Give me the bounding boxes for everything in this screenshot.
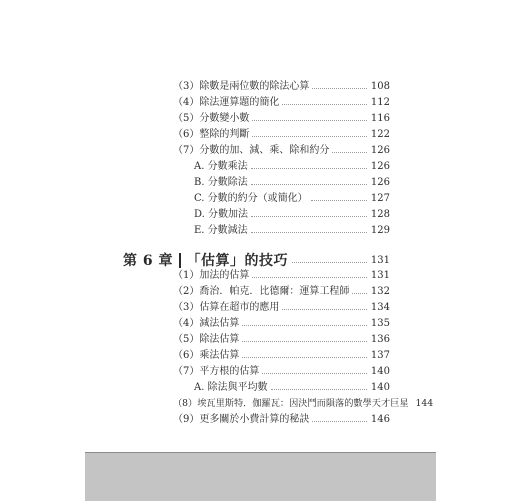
toc-subentry[interactable] xyxy=(194,209,390,221)
toc-subentry[interactable] xyxy=(194,177,390,189)
dot-leader xyxy=(311,200,367,201)
toc-entry-page: 137 xyxy=(370,350,390,361)
toc-entry-page: 146 xyxy=(370,414,390,425)
dot-leader xyxy=(251,232,367,233)
toc-entry-label: （5）除法估算 xyxy=(173,334,240,345)
toc-entry-page: 129 xyxy=(370,225,390,236)
dot-leader xyxy=(251,216,367,217)
dot-leader xyxy=(332,152,367,153)
dot-leader xyxy=(292,262,367,263)
toc-entry[interactable] xyxy=(173,334,390,346)
toc-entry-label: A. 除法與平均數 xyxy=(194,382,268,393)
toc-entry-page: 131 xyxy=(370,270,390,281)
toc-entry[interactable] xyxy=(173,145,390,157)
toc-entry-label: （2）喬治．帕克．比德爾：運算工程師 xyxy=(173,286,350,297)
toc-entry-label: D. 分數加法 xyxy=(194,209,249,220)
toc-entry-label: （3）估算在超市的應用 xyxy=(173,302,280,313)
dot-leader xyxy=(271,389,367,390)
toc-entry-label: B. 分數除法 xyxy=(194,177,248,188)
toc-entry-label: E. 分數減法 xyxy=(194,225,248,236)
toc-entry-label: （6）乘法估算 xyxy=(173,350,240,361)
toc-entry[interactable] xyxy=(173,350,390,362)
toc-entry-label: （4）除法運算題的簡化 xyxy=(173,97,280,108)
chapter-title: 「估算」的技巧 xyxy=(186,253,288,269)
toc-entry-page: 112 xyxy=(370,97,390,108)
toc-entry[interactable] xyxy=(173,318,390,330)
toc-entry-label: （5）分數變小數 xyxy=(173,113,250,124)
dot-leader xyxy=(242,325,367,326)
toc-entry-label: （3）除數是兩位數的除法心算 xyxy=(173,81,310,92)
chapter-heading[interactable] xyxy=(123,250,390,270)
dot-leader xyxy=(282,104,367,105)
chapter-divider xyxy=(179,253,181,268)
toc-entry[interactable] xyxy=(173,81,390,93)
dot-leader xyxy=(282,309,367,310)
toc-entry[interactable] xyxy=(173,414,390,426)
toc-entry[interactable] xyxy=(173,302,390,314)
dot-leader xyxy=(251,184,367,185)
dot-leader xyxy=(252,277,367,278)
toc-entry[interactable] xyxy=(173,366,390,378)
toc-entry-page: 144 xyxy=(415,398,434,409)
dot-leader xyxy=(312,421,367,422)
toc-subentry[interactable] xyxy=(194,161,390,173)
toc-entry-page: 116 xyxy=(370,113,390,124)
toc-entry-label: （6）整除的判斷 xyxy=(173,129,250,140)
toc-entry-page: 134 xyxy=(370,302,390,313)
dot-leader xyxy=(262,373,367,374)
toc-entry[interactable] xyxy=(173,398,434,410)
toc-entry-label: （7）分數的加、減、乘、除和約分 xyxy=(173,145,330,156)
toc-entry-label: A. 分數乘法 xyxy=(194,161,248,172)
dot-leader xyxy=(242,357,367,358)
toc-entry[interactable] xyxy=(173,113,390,125)
toc-entry-page: 127 xyxy=(370,193,390,204)
toc-subentry[interactable] xyxy=(194,225,390,237)
toc-subentry[interactable] xyxy=(194,193,390,205)
toc-entry-page: 140 xyxy=(370,366,390,377)
toc-entry-page: 135 xyxy=(370,318,390,329)
dot-leader xyxy=(252,136,367,137)
footer-band xyxy=(85,452,436,501)
toc-entry-page: 128 xyxy=(370,209,390,220)
toc-entry-page: 136 xyxy=(370,334,390,345)
chapter-page: 131 xyxy=(370,254,390,266)
toc-entry[interactable] xyxy=(173,129,390,141)
toc-entry[interactable] xyxy=(173,270,390,282)
toc-entry[interactable] xyxy=(173,286,390,298)
toc-entry-page: 132 xyxy=(370,286,390,297)
toc-entry[interactable] xyxy=(173,97,390,109)
toc-entry-label: （1）加法的估算 xyxy=(173,270,250,281)
toc-entry-label: （9）更多關於小費計算的秘訣 xyxy=(173,414,310,425)
toc-entry-page: 126 xyxy=(370,177,390,188)
dot-leader xyxy=(352,293,367,294)
dot-leader xyxy=(312,88,367,89)
toc-entry-label: （8）埃瓦里斯特．伽羅瓦：因決鬥而隕落的數學天才巨星 xyxy=(173,398,409,409)
dot-leader xyxy=(252,120,367,121)
toc-entry-label: （7）平方根的估算 xyxy=(173,366,260,377)
dot-leader xyxy=(251,168,367,169)
toc-entry-label: C. 分數的約分（或簡化） xyxy=(194,193,308,204)
toc-entry-page: 122 xyxy=(370,129,390,140)
toc-entry-label: （4）減法估算 xyxy=(173,318,240,329)
chapter-number: 第 6 章 xyxy=(123,253,173,269)
toc-entry-page: 126 xyxy=(370,161,390,172)
toc-subentry[interactable] xyxy=(194,382,390,394)
toc-entry-page: 108 xyxy=(370,81,390,92)
toc-entry-page: 126 xyxy=(370,145,390,156)
toc-entry-page: 140 xyxy=(370,382,390,393)
dot-leader xyxy=(242,341,367,342)
